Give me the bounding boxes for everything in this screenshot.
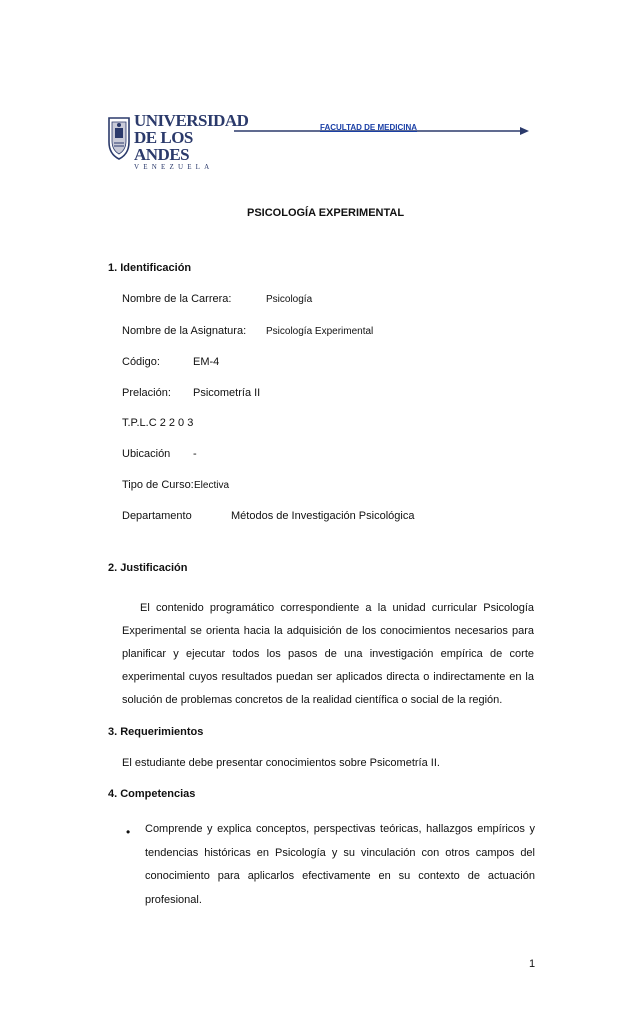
section-heading-competencias: 4. Competencias	[108, 788, 196, 800]
carrera-value: Psicología	[266, 294, 313, 305]
section-heading-identificacion: 1. Identificación	[108, 262, 192, 274]
tplc-text: T.P.L.C 2 2 0 3	[122, 417, 194, 429]
codigo-label: Código:	[122, 356, 160, 368]
justificacion-paragraph: El contenido programático correspondiente a la unidad curricular Psicología Experimental se orienta hacia la adquisición de los conocimientos necesarios para planificar y ejecutar todos los pasos de una investigación empírica de corte experimental cuyos resultados puedan ser aplicados directa o indirectamente en la solución de problemas concretos de la realidad científica o social de la región.	[122, 602, 534, 706]
logo-line-3: VENEZUELA	[134, 163, 214, 171]
logo-text	[134, 112, 248, 172]
tipo-curso-label: Tipo de Curso:	[122, 479, 194, 491]
prelacion-value: Psicometría II	[193, 387, 261, 399]
bullet-icon: •	[126, 825, 131, 839]
prelacion-label: Prelación:	[122, 387, 171, 399]
carrera-label: Nombre de la Carrera:	[122, 293, 232, 305]
section-heading-justificacion: 2. Justificación	[108, 562, 188, 574]
requerimientos-text: El estudiante debe presentar conocimientos sobre Psicometría II.	[122, 757, 440, 769]
departamento-value: Métodos de Investigación Psicológica	[231, 510, 415, 522]
section-heading-requerimientos: 3. Requerimientos	[108, 726, 204, 738]
faculty-label: FACULTAD DE MEDICINA	[320, 123, 418, 132]
departamento-label: Departamento	[122, 510, 192, 522]
seal-icon	[106, 114, 132, 160]
page-number: 1	[529, 958, 536, 970]
document-title: PSICOLOGÍA EXPERIMENTAL	[247, 207, 405, 219]
codigo-value: EM-4	[193, 356, 220, 368]
asignatura-label: Nombre de la Asignatura:	[122, 325, 247, 337]
competencia-item-1: Comprende y explica conceptos, perspectivas teóricas, hallazgos empíricos y tendencias históricas en Psicología y su vinculación con otros campos del conocimiento para aplicarlos efectivamente en su contexto de actuación profesional.	[145, 823, 535, 906]
ubicacion-label: Ubicación	[122, 448, 171, 460]
logo-line-1: UNIVERSIDAD	[134, 111, 249, 130]
tipo-curso-value: Electiva	[194, 480, 230, 491]
logo-line-2: DE LOS ANDES	[134, 128, 193, 164]
university-logo	[106, 111, 249, 171]
ubicacion-value: -	[193, 448, 197, 460]
asignatura-value: Psicología Experimental	[266, 326, 374, 337]
